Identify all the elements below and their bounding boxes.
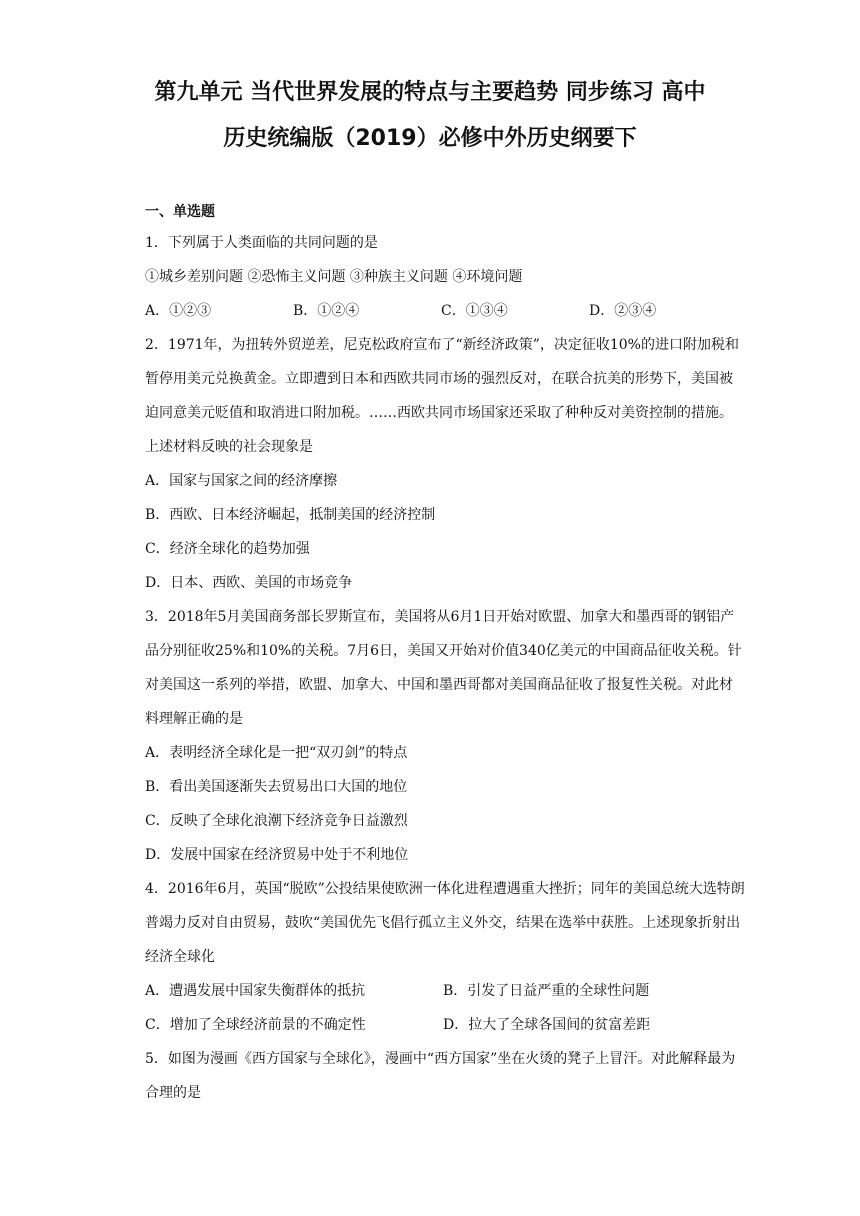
option-a: A．遭遇发展中国家失衡群体的抵抗 xyxy=(145,983,366,999)
option-c: C．反映了全球化浪潮下经济竞争日益激烈 xyxy=(145,813,408,829)
option-c: C．增加了全球经济前景的不确定性 xyxy=(145,1017,366,1033)
option-c: C．经济全球化的趋势加强 xyxy=(145,541,310,557)
title-line-1: 第九单元 当代世界发展的特点与主要趋势 同步练习 高中 xyxy=(154,80,706,105)
question-5 xyxy=(145,1042,745,1110)
question-3 xyxy=(145,600,745,872)
option-d: D．②③④ xyxy=(589,303,657,319)
question-stem: 5．如图为漫画《西方国家与全球化》，漫画中“西方国家”坐在火烫的凳子上冒汗。对此解释最为合理的是 xyxy=(145,1051,736,1101)
option-b: B．①②④ xyxy=(293,303,360,319)
option-row xyxy=(145,1008,745,1042)
question-2 xyxy=(145,328,745,600)
option-d: D．发展中国家在经济贸易中处于不利地位 xyxy=(145,847,409,863)
option-c: C．①③④ xyxy=(441,303,508,319)
option-a: A．表明经济全球化是一把“双刃剑”的特点 xyxy=(145,745,408,761)
option-a: A．①②③ xyxy=(145,303,212,319)
title-line-2: 历史统编版（2019）必修中外历史纲要下 xyxy=(223,126,637,151)
document-title xyxy=(100,70,760,162)
question-items: ①城乡差别问题 ②恐怖主义问题 ③种族主义问题 ④环境问题 xyxy=(145,269,523,285)
question-stem: 2．1971年，为扭转外贸逆差，尼克松政府宣布了“新经济政策”，决定征收10%的进口附加税和暂停用美元兑换黄金。立即遭到日本和西欧共同市场的强烈反对，在联合抗美的形势下，美国被迫同意美元贬值和取消进口附加税。……西欧共同市场国家还采取了种种反对美资控制的措施。上述材料反映的社会现象是 xyxy=(145,337,739,455)
question-stem: 4．2016年6月，英国“脱欧”公投结果使欧洲一体化进程遭遇重大挫折；同年的美国总统大选特朗普竭力反对自由贸易，鼓吹“美国优先飞倡行孤立主义外交，结果在选举中获胜。上述现象折射出经济全球化 xyxy=(145,881,745,965)
option-b: B．看出美国逐渐失去贸易出口大国的地位 xyxy=(145,779,408,795)
question-stem: 3．2018年5月美国商务部长罗斯宣布，美国将从6月1日开始对欧盟、加拿大和墨西哥的钢铝产品分别征收25%和10%的关税。7月6日，美国又开始对价值340亿美元的中国商品征收关税。针对美国这一系列的举措，欧盟、加拿大、中国和墨西哥都对美国商品征收了报复性关税。对此材料理解正确的是 xyxy=(145,609,742,727)
question-1 xyxy=(145,226,745,328)
option-a: A．国家与国家之间的经济摩擦 xyxy=(145,473,338,489)
option-d: D．日本、西欧、美国的市场竞争 xyxy=(145,575,353,591)
option-b: B．引发了日益严重的全球性问题 xyxy=(443,983,650,999)
option-row xyxy=(145,974,745,1008)
question-4 xyxy=(145,872,745,1042)
question-stem: 1．下列属于人类面临的共同问题的是 xyxy=(145,235,378,251)
option-d: D．拉大了全球各国间的贫富差距 xyxy=(443,1017,651,1033)
option-row xyxy=(145,294,745,328)
question-list xyxy=(145,198,745,1110)
option-b: B．西欧、日本经济崛起，抵制美国的经济控制 xyxy=(145,507,436,523)
section-heading: 一、单选题 xyxy=(145,204,215,220)
